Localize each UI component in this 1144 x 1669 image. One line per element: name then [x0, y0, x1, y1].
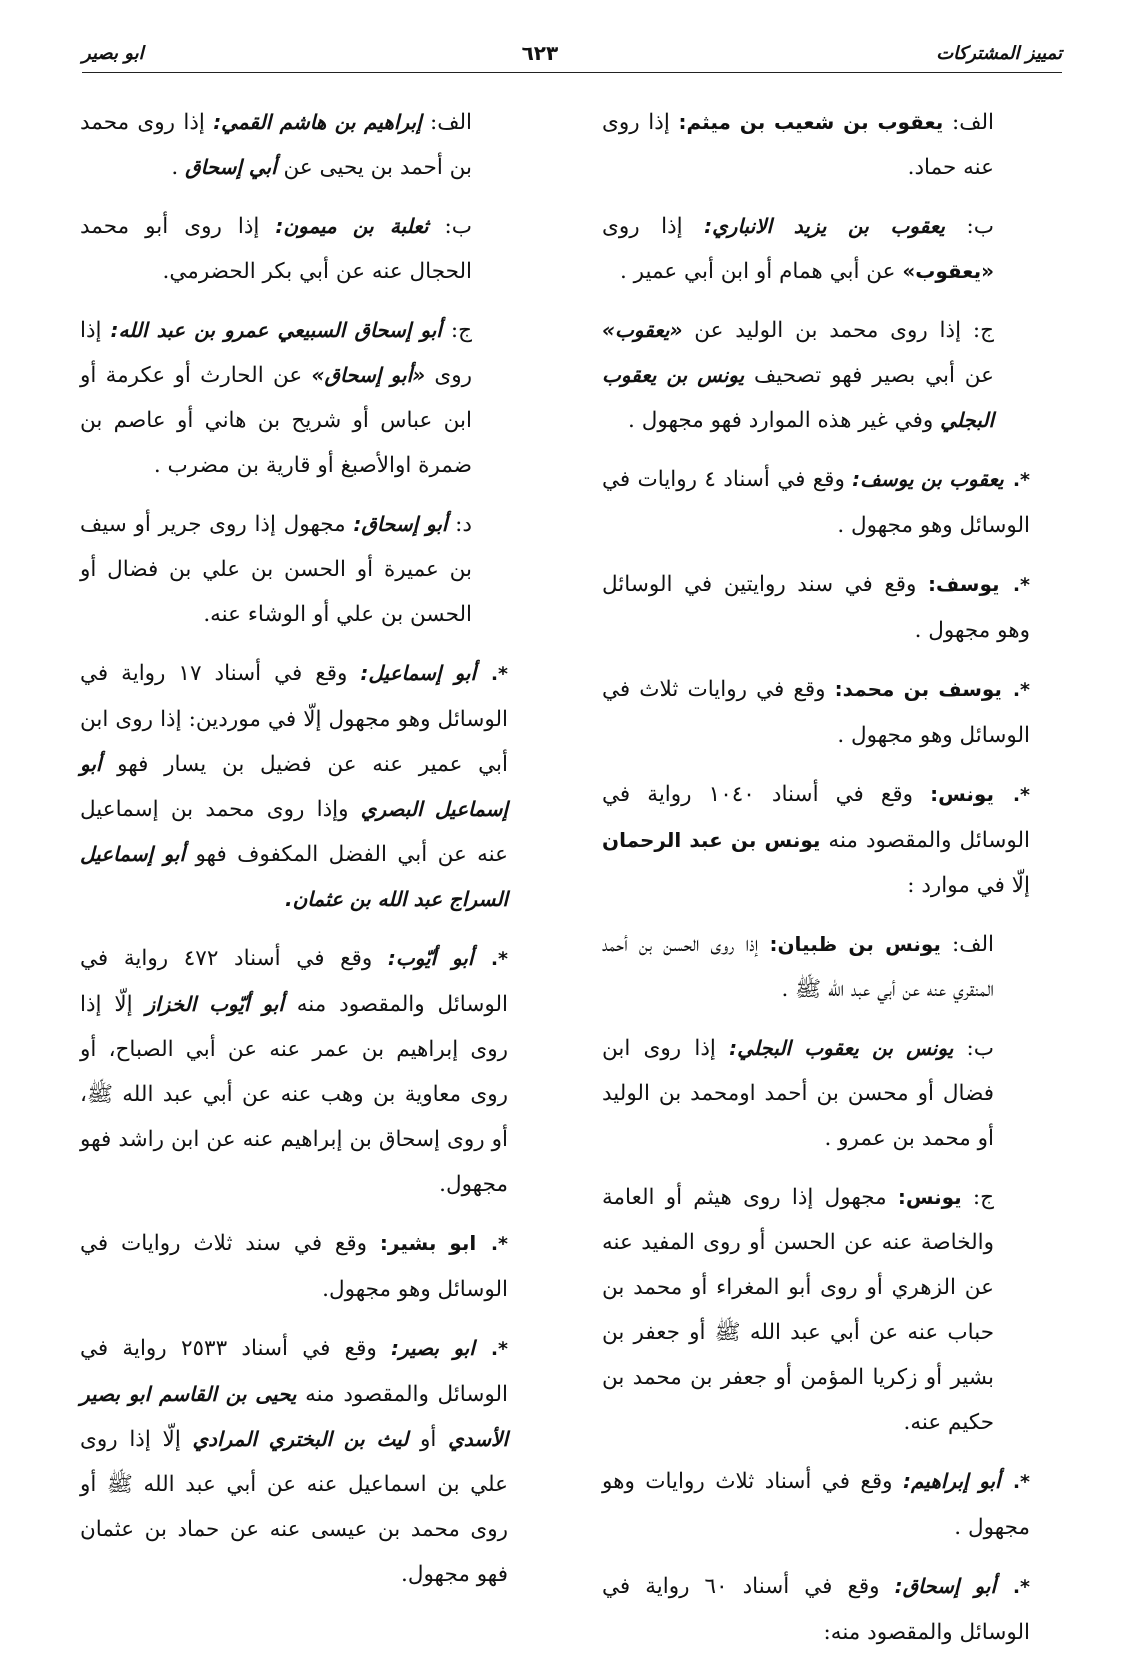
entry-text: وقع في سند ثلاث روايات في الوسائل وهو مجهول.: [80, 1231, 508, 1302]
entry-r10: [602, 1175, 1030, 1445]
entry-r6: [602, 667, 1030, 758]
entry-name: أبو أيّوب الخزاز: [145, 992, 284, 1016]
entry-name: أبي إسحاق: [185, 155, 277, 179]
entry-text: إذا روى الحسن بن أحمد المنقري عنه عن أبي عبد الله ﷺ .: [602, 932, 994, 1002]
entry-text: وقع في سند روايتين في الوسائل وهو مجهول .: [602, 572, 1030, 643]
entry-text: وقع في أسناد ٦٠ رواية في الوسائل والمقصود منه:: [602, 1574, 1030, 1645]
entry-text: إذا روى ابن فضال أو محسن بن أحمد اومحمد بن الوليد أو محمد بن عمرو .: [602, 1036, 994, 1151]
entry-text: إذا روى عنه حماد.: [602, 110, 994, 180]
entry-name: يعقوب بن يوسف:: [852, 467, 1004, 491]
entry-name: يحيى بن القاسم ابو بصير الأسدي: [80, 1382, 508, 1451]
header-right-title: تمييز المشتركات: [936, 42, 1062, 64]
entry-name: أبو إسماعيل السراج عبد الله بن عثمان.: [80, 842, 508, 911]
entry-name: «يعقوب»: [902, 259, 994, 283]
entry-text: عن أبي بصير فهو تصحيف: [744, 363, 994, 388]
entry-name: ابو بشير:: [379, 1231, 477, 1255]
entry-name: أبو إسحاق:: [353, 512, 448, 536]
entry-text: إلّا إذا روى إبراهيم بن عمر عنه عن أبي الصباح، أو روى معاوية بن وهب عنه عن أبي عبد الله ﷺ، أو روى إسحاق بن إبراهيم عنه عن ابن راشد فهو مجهول.: [80, 992, 508, 1197]
entry-bullet: *.: [476, 1338, 508, 1360]
entry-r3: [602, 308, 1030, 443]
entry-name: ثعلبة بن ميمون:: [275, 214, 429, 238]
entry-name: يوسف:: [927, 572, 1000, 596]
entry-r8: [602, 922, 1030, 1012]
entry-l6: [80, 936, 508, 1207]
entry-text: وقع في أسناد ٤ روايات في الوسائل وهو مجهول .: [602, 467, 1030, 538]
entry-name: أبو أيّوب:: [387, 946, 474, 970]
entry-bullet: *.: [478, 1233, 508, 1255]
entry-text: .: [171, 155, 186, 180]
entry-name: ابو بصير:: [391, 1336, 475, 1360]
entry-text: إذا روى أبو محمد الحجال عنه عن أبي بكر الحضرمي.: [80, 214, 472, 284]
entry-l7: [80, 1221, 508, 1312]
left-column: [80, 100, 508, 1611]
entry-bullet: *.: [475, 948, 508, 970]
entry-text: ج:: [441, 318, 472, 343]
entry-text: إلّا في موارد :: [907, 873, 1030, 898]
entry-text: مجهول إذا روى هيثم أو العامة والخاصة عنه عن الحسن أو روى المفيد عنه عن الزهري أو روى أبو المغراء أو محمد بن حباب عنه عن أبي عبد الله ﷺ أو جعفر بن بشير أو زكريا المؤمن أو جعفر بن محمد بن حكيم عنه.: [602, 1185, 994, 1435]
entry-text: ب:: [944, 214, 994, 239]
entry-l2: [80, 204, 508, 294]
entry-text: وقع في أسناد ١٧ رواية في الوسائل وهو مجهول إلّا في موردين: إذا روى ابن أبي عمير عنه عن فضيل بن يسار فهو: [80, 661, 508, 777]
entry-name: يونس بن عبد الرحمان: [602, 828, 821, 852]
entry-name: «أبو إسحاق»: [311, 363, 426, 387]
entry-r1: [602, 100, 1030, 190]
entry-name: يعقوب بن يزيد الانباري:: [704, 214, 945, 238]
entry-name: إبراهيم بن هاشم القمي:: [213, 110, 422, 134]
entry-name: أبو إبراهيم:: [902, 1469, 1001, 1493]
entry-text: إلّا إذا روى علي بن اسماعيل عنه عن أبي عبد الله ﷺ أو روى محمد بن عيسى عنه عن حماد بن عثمان فهو مجهول.: [80, 1427, 508, 1587]
entry-name: يونس بن يعقوب البجلي:: [729, 1036, 954, 1060]
header-left-title: ابو بصير: [82, 42, 144, 64]
entry-text: الف:: [421, 110, 473, 135]
entry-text: الف:: [943, 110, 994, 135]
entry-text: وقع في أسناد ١٠٤٠ رواية في الوسائل والمقصود منه: [602, 782, 1030, 853]
entry-l1: [80, 100, 508, 190]
entry-name: يونس بن ظبيان:: [769, 932, 941, 956]
entry-bullet: *.: [995, 784, 1030, 806]
entry-text: ب:: [428, 214, 472, 239]
entry-bullet: *.: [1002, 1471, 1030, 1493]
entry-bullet: *.: [478, 663, 508, 685]
entry-text: إذا روى محمد بن أحمد بن يحيى عن: [80, 110, 472, 180]
entry-name: يونس بن يعقوب البجلي: [602, 363, 994, 432]
entry-bullet: *.: [998, 1576, 1030, 1598]
entry-text: الف:: [940, 932, 994, 957]
entry-text: ب:: [953, 1036, 994, 1061]
entry-text: عن أبي همام أو ابن أبي عمير .: [619, 259, 903, 284]
right-column: [602, 100, 1030, 1669]
entry-l5: [80, 651, 508, 922]
entry-name: أبو إسماعيل البصري: [80, 752, 508, 821]
entry-bullet: *.: [1003, 679, 1030, 701]
entry-l4: [80, 502, 508, 637]
entry-text: عن الحارث أو عكرمة أو ابن عباس أو شريح بن هاني أو عاصم بن ضمرة اوالأصبغ أو قارية بن مضرب .: [80, 363, 472, 478]
entry-text: مجهول إذا روى جرير أو سيف بن عميرة أو الحسن بن علي بن فضال أو الحسن بن علي أو الوشاء عنه.: [80, 512, 472, 627]
entry-name: يوسف بن محمد:: [834, 677, 1002, 701]
entry-text: أو: [408, 1427, 449, 1452]
entry-r5: [602, 562, 1030, 653]
entry-text: إذا روى: [80, 318, 473, 388]
entry-text: وفي غير هذه الموارد فهو مجهول .: [628, 408, 941, 433]
entry-r7: [602, 772, 1030, 908]
entry-text: وإذا روى محمد بن إسماعيل عنه عن أبي الفضل المكفوف فهو: [80, 797, 508, 867]
entry-name: يونس:: [930, 782, 994, 806]
running-header: [82, 34, 1062, 73]
entry-text: وقع في أسناد ٢٥٣٣ رواية في الوسائل والمقصود منه: [80, 1336, 508, 1407]
entry-text: وقع في روايات ثلاث في الوسائل وهو مجهول .: [602, 677, 1030, 748]
entry-name: يونس:: [897, 1185, 962, 1209]
entry-r2: [602, 204, 1030, 294]
entry-l3: [80, 308, 508, 488]
entry-text: وقع في أسناد ثلاث روايات وهو مجهول .: [602, 1469, 1030, 1540]
entry-bullet: *.: [1005, 469, 1030, 491]
entry-text: وقع في أسناد ٤٧٢ رواية في الوسائل والمقصود منه: [80, 946, 508, 1017]
entry-bullet: *.: [1001, 574, 1030, 596]
entry-text: إذا روى: [602, 214, 705, 239]
entry-name: أبو إسماعيل:: [360, 661, 477, 685]
entry-r9: [602, 1026, 1030, 1161]
entry-text: ج: إذا روى محمد بن الوليد عن: [682, 318, 994, 343]
entry-name: ليث بن البختري المرادي: [192, 1427, 409, 1451]
entry-name: أبو إسحاق السبيعي عمرو بن عبد الله:: [110, 318, 442, 342]
entry-name: أبو إسحاق:: [894, 1574, 997, 1598]
entry-r4: [602, 457, 1030, 548]
entry-text: ج:: [961, 1185, 994, 1210]
entry-r11: [602, 1459, 1030, 1550]
entry-l8: [80, 1326, 508, 1597]
entry-text: د:: [447, 512, 472, 537]
page-number: ٦٢٣: [521, 41, 559, 65]
entry-name: «يعقوب»: [602, 318, 683, 342]
entry-name: يعقوب بن شعيب بن ميثم:: [678, 110, 944, 134]
